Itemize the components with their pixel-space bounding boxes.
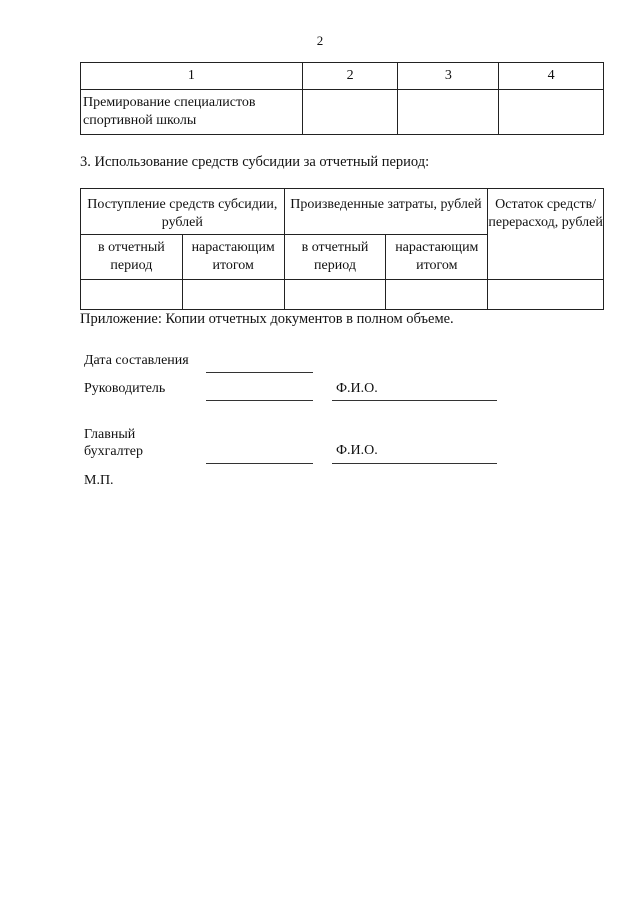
table-cell — [398, 90, 499, 135]
activity-table-header-row — [81, 63, 604, 90]
table-cell — [488, 280, 604, 310]
table-cell — [182, 280, 284, 310]
head-fio: Ф.И.О. — [336, 381, 378, 396]
appendix-note: Приложение: Копии отчетных документов в полном объеме. — [80, 311, 454, 327]
head-fio-line — [332, 400, 497, 401]
accountant-fio: Ф.И.О. — [336, 443, 378, 458]
head-signature-line — [206, 400, 313, 401]
head-label: Руководитель — [84, 381, 166, 396]
table-row — [81, 280, 604, 310]
subsidy-table-header-row — [81, 189, 604, 235]
expenses-cumulative-header: нарастающим итогом — [386, 235, 488, 280]
accountant-fio-line — [332, 463, 497, 464]
table-cell — [499, 90, 604, 135]
date-line — [206, 372, 313, 373]
income-period-header: в отчетный период — [81, 235, 183, 280]
activity-description: Премирование специалистов спортивной школы — [81, 90, 303, 135]
activity-table-header-4: 4 — [499, 63, 604, 90]
activity-table-header-2: 2 — [302, 63, 398, 90]
expenses-header: Произведенные затраты, рублей — [284, 189, 488, 235]
activity-table-header-3: 3 — [398, 63, 499, 90]
accountant-label-line2: бухгалтер — [84, 444, 143, 459]
date-label: Дата составления — [84, 353, 189, 368]
remainder-header: Остаток средств/ перерасход, рублей — [488, 189, 604, 280]
section-heading: 3. Использование средств субсидии за отчетный период: — [80, 154, 430, 170]
table-cell — [81, 280, 183, 310]
subsidy-usage-table — [80, 188, 604, 310]
table-row — [81, 90, 604, 135]
activity-table-header-1: 1 — [81, 63, 303, 90]
table-cell — [284, 280, 386, 310]
expenses-period-header: в отчетный период — [284, 235, 386, 280]
accountant-signature-line — [206, 463, 313, 464]
stamp-label: М.П. — [84, 473, 114, 488]
accountant-label-line1: Главный — [84, 427, 136, 442]
table-cell — [302, 90, 398, 135]
income-cumulative-header: нарастающим итогом — [182, 235, 284, 280]
table-cell — [386, 280, 488, 310]
activity-table — [80, 62, 604, 135]
page-number: 2 — [316, 33, 324, 48]
income-header: Поступление средств субсидии, рублей — [81, 189, 285, 235]
